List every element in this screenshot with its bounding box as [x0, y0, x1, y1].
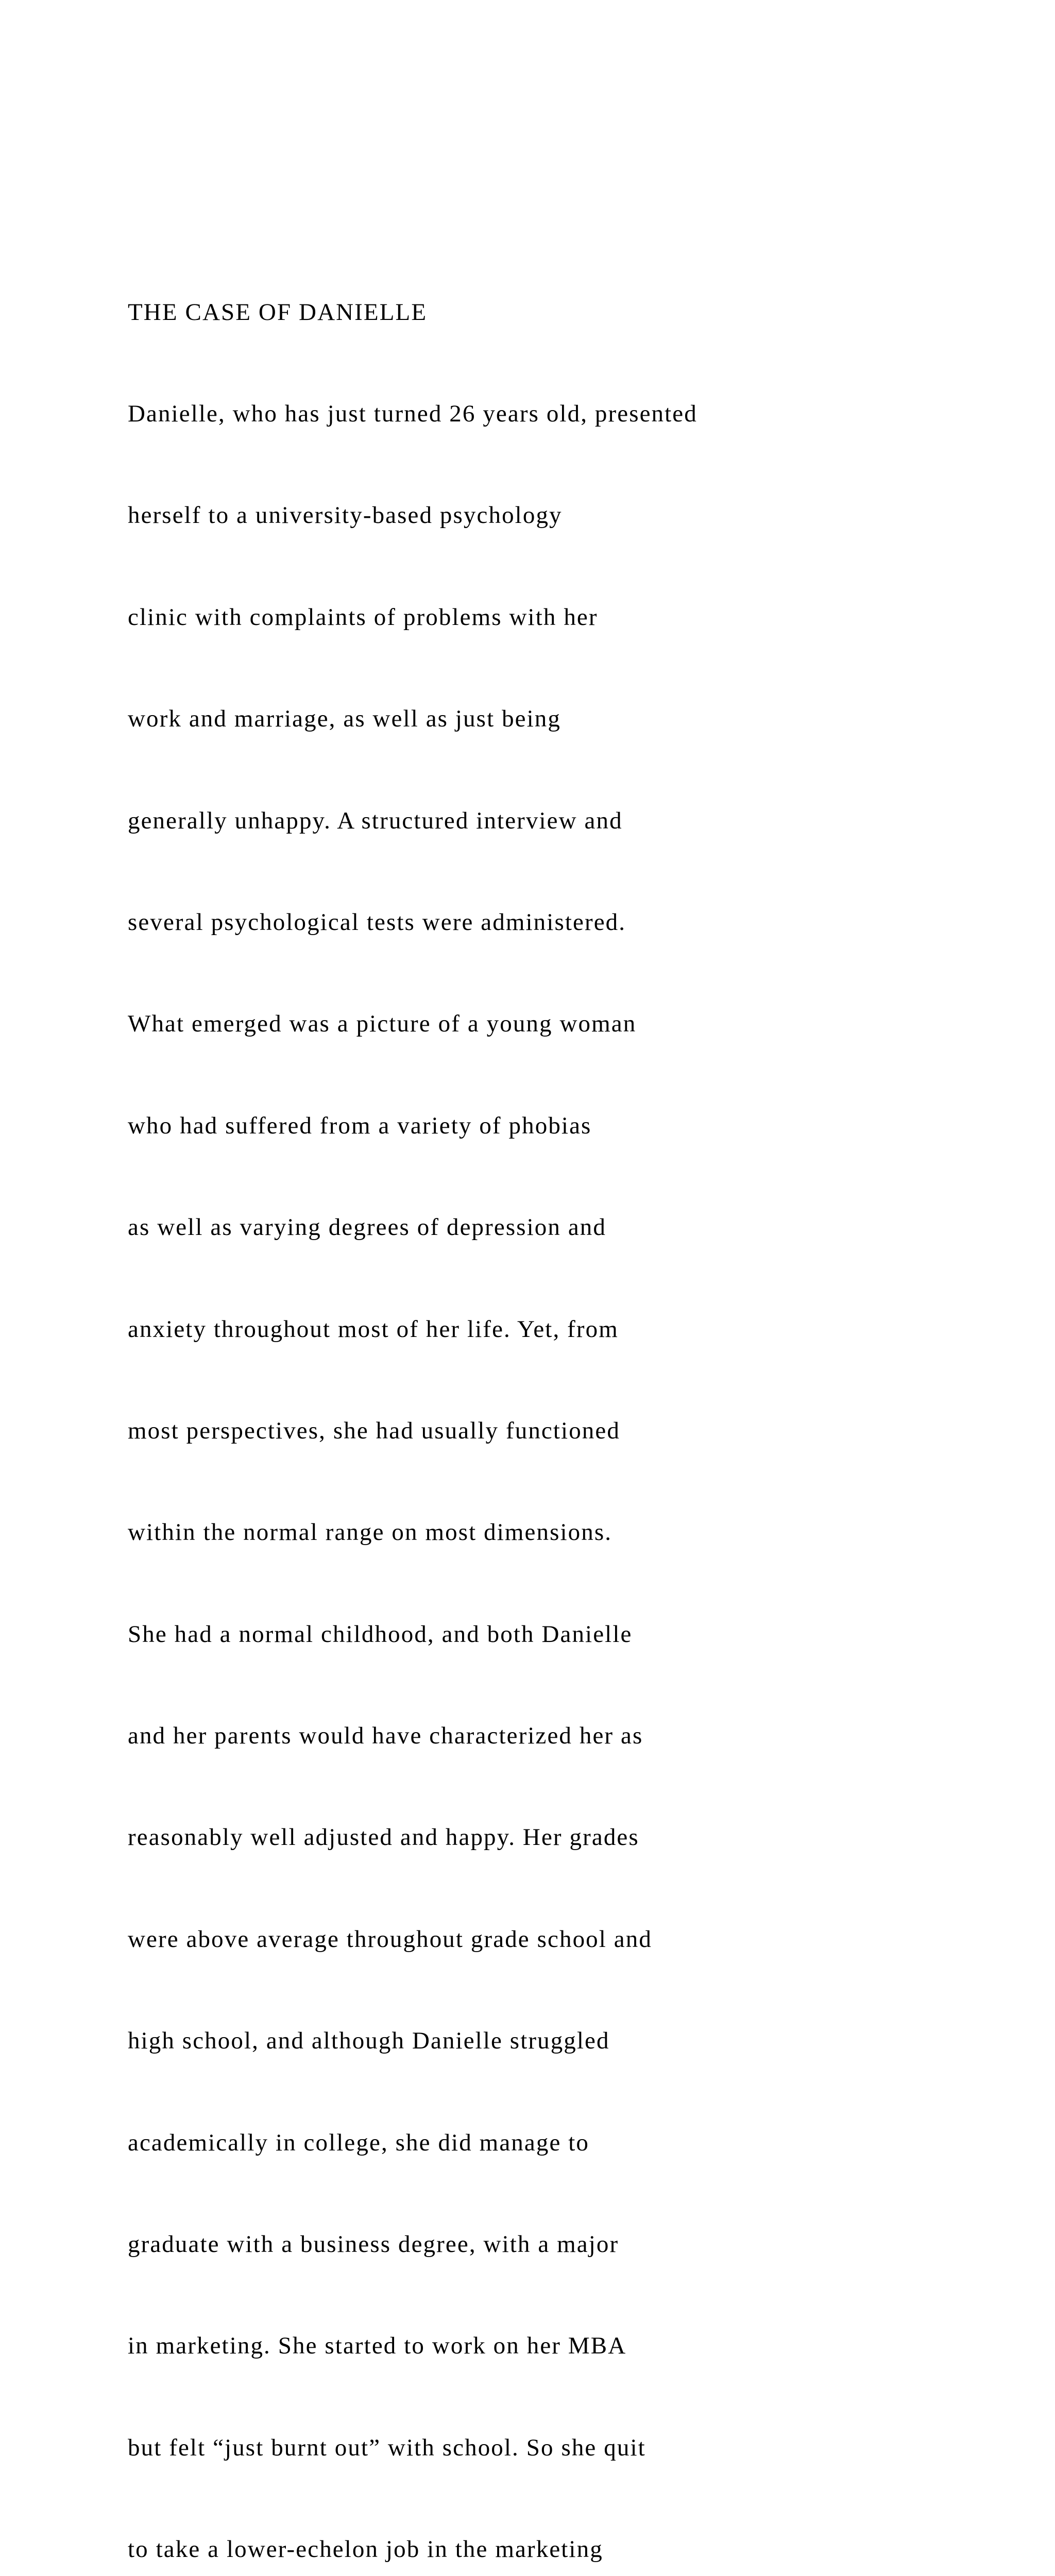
- text-line: generally unhappy. A structured interview and: [128, 807, 623, 834]
- text-line: within the normal range on most dimensions.: [128, 1519, 612, 1546]
- text-line: Danielle, who has just turned 26 years old, presented: [128, 400, 697, 427]
- text-line: She had a normal childhood, and both Danielle: [128, 1620, 633, 1648]
- text-line: and her parents would have characterized her as: [128, 1722, 643, 1750]
- text-line: work and marriage, as well as just being: [128, 705, 561, 733]
- text-line: high school, and although Danielle struggled: [128, 2027, 610, 2055]
- text-line: but felt “just burnt out” with school. So she quit: [128, 2434, 646, 2461]
- text-line: who had suffered from a variety of phobias: [128, 1112, 592, 1139]
- text-line: several psychological tests were administered.: [128, 908, 626, 936]
- text-line: anxiety throughout most of her life. Yet, from: [128, 1315, 619, 1343]
- text-line: in marketing. She started to work on her MBA: [128, 2332, 627, 2360]
- text-line: to take a lower-echelon job in the marketing: [128, 2536, 603, 2563]
- document-title: THE CASE OF DANIELLE: [128, 298, 428, 326]
- text-line: graduate with a business degree, with a major: [128, 2231, 619, 2258]
- text-line: reasonably well adjusted and happy. Her grades: [128, 1824, 639, 1851]
- document-text: [128, 228, 1003, 2576]
- text-line: most perspectives, she had usually functioned: [128, 1417, 620, 1444]
- text-line: clinic with complaints of problems with her: [128, 603, 598, 631]
- text-line: academically in college, she did manage to: [128, 2129, 590, 2156]
- text-line: herself to a university-based psychology: [128, 502, 563, 529]
- text-line: as well as varying degrees of depression and: [128, 1214, 606, 1241]
- text-line: What emerged was a picture of a young woman: [128, 1010, 637, 1038]
- text-line: were above average throughout grade school and: [128, 1925, 652, 1953]
